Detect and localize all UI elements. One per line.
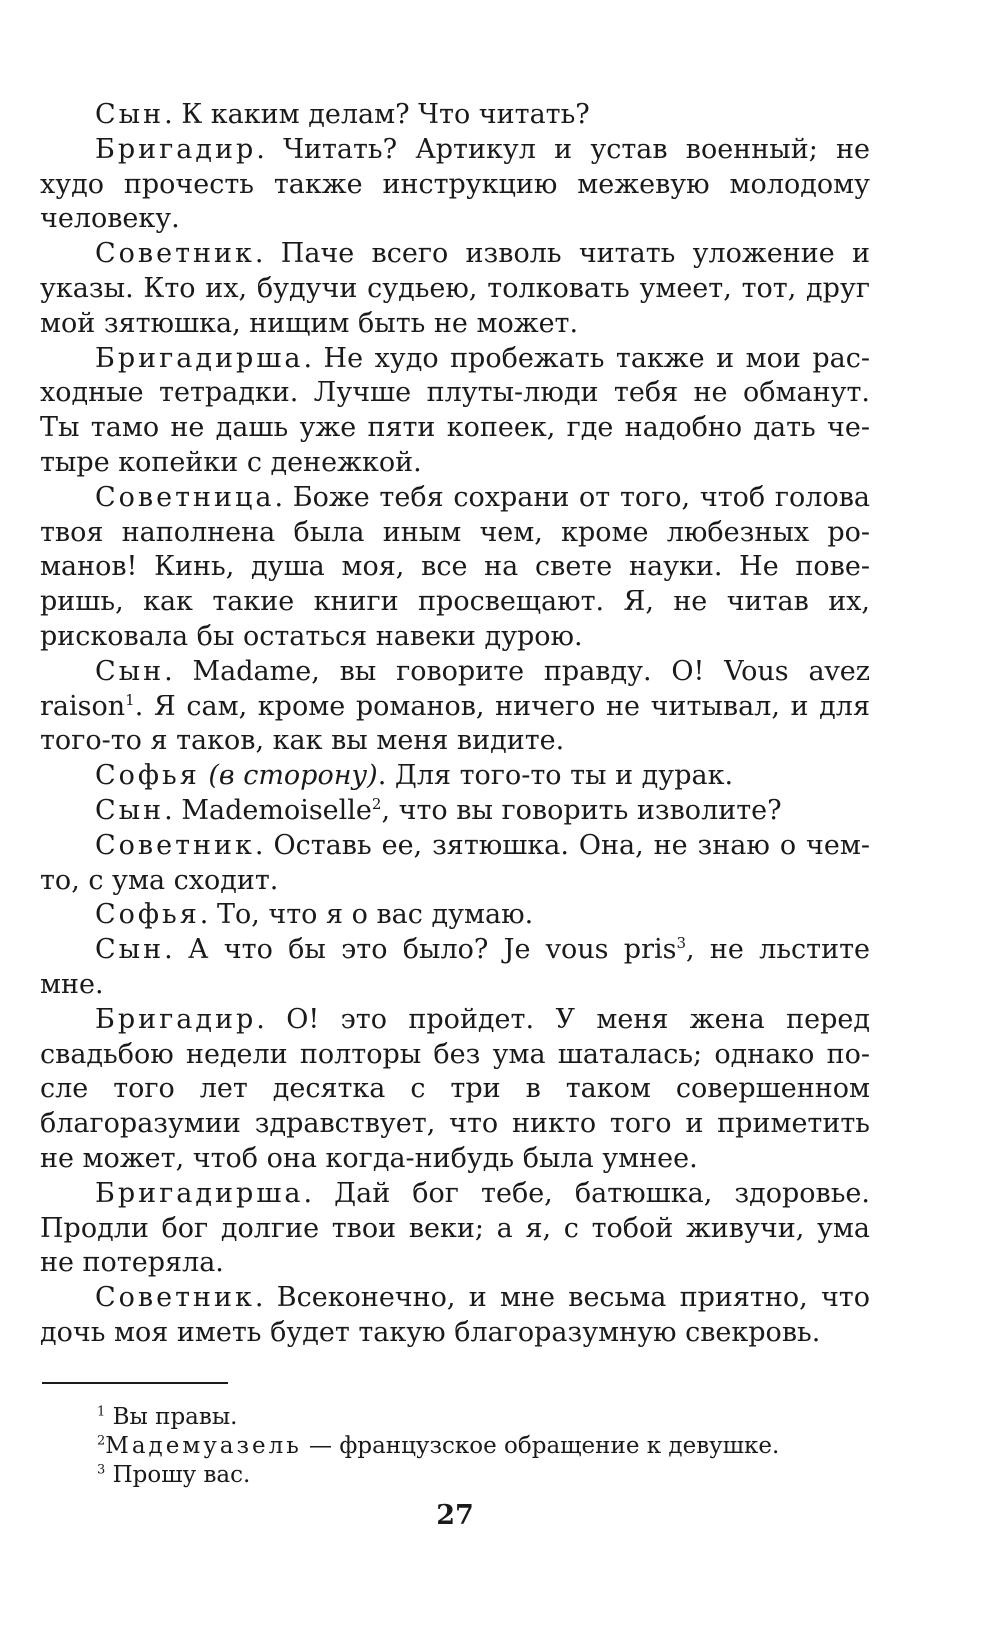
line-text: Боже тебя сохрани от того, чтоб голова твоя наполнена была иным чем, кроме любезных романов! Кинь, душа моя, все на свете науки. Не поверишь, как такие книги просвещают. Я, не читав их, рисковала бы остаться навеки дурою.	[40, 481, 870, 652]
line-text: Madame, вы говорите правду. О! Vous avez raison	[40, 655, 870, 722]
footnote-term: Мадемуазель	[105, 1433, 302, 1459]
dialogue-line: Советник. Паче всего изволь читать уложение и указы. Кто их, будучи судьею, толковать умеет, тот, друг мой зятюшка, нищим быть не может.	[40, 238, 870, 339]
speaker-name: Софья	[95, 899, 200, 931]
dialogue-line: Советница. Боже тебя сохрани от того, чтоб голова твоя наполнена была иным чем, кроме любезных романов! Кинь, душа моя, все на свете науки. Не поверишь, как такие книги просвещают. Я, не читав их, рисковала бы остаться навеки дурою.	[40, 481, 870, 652]
speaker-name: Сын	[95, 794, 165, 826]
speaker-name: Советник	[95, 238, 255, 270]
dialogue-line: Сын. Madame, вы говорите правду. О! Vous avez raison$^1$. Я сам, кроме романов, ничего не читывал, и для того-то я таков, как вы меня видите.	[40, 655, 870, 757]
footnote-divider	[42, 1382, 228, 1384]
line-text: Дай бог тебе, батюшка, здоровье. Продли бог долгие твои веки; а я, с тобой живучи, ума не потеряла.	[40, 1177, 870, 1279]
footnote-number: 2	[97, 1433, 106, 1449]
speaker-name: Сын	[95, 655, 165, 687]
dialogue-line: Советник. Оставь ее, зятюшка. Она, не знаю о чем-то, с ума сходит.	[40, 829, 870, 896]
dialogue-line	[40, 759, 870, 794]
line-text: , что вы говорить изволите?	[381, 794, 782, 826]
page-number: 27	[436, 1500, 474, 1531]
line-text: . Для того-то ты и дурак.	[377, 760, 734, 792]
line-text: Mademoiselle	[172, 794, 372, 826]
speaker-name: Бригадир	[95, 1003, 257, 1035]
footnotes	[97, 1403, 897, 1490]
dialogue-line: Сын. А что бы это было? Je vous pris$^3$, не льстите мне.	[40, 934, 871, 1000]
dialogue-line: Советник. Всеконечно, и мне весьма приятно, что дочь моя иметь будет такую благоразумную свекровь.	[40, 1282, 870, 1348]
dialogue-line: Бригадир. Читать? Артикул и устав военный; не худо прочесть также инструкцию межевую молодому человеку.	[40, 133, 870, 235]
line-text: Всеконечно, и мне весьма приятно, что дочь моя иметь будет такую благоразумную свекровь.	[40, 1282, 870, 1348]
footnote-number: 3	[97, 1462, 106, 1478]
footnote-text: Прошу вас.	[105, 1462, 251, 1488]
footnote	[97, 1461, 897, 1490]
speaker-name: Бригадирша	[95, 342, 304, 374]
footnote	[97, 1432, 897, 1461]
dialogue-line: Бригадирша. Не худо пробежать также и мои расходные тетрадки. Лучше плуты-люди тебя не обманут. Ты тамо не дашь уже пяти копеек, где надобно дать четыре копейки с денежкой.	[40, 342, 870, 478]
dialogue-line: Софья. То, что я о вас думаю.	[95, 899, 534, 931]
speaker-name: Советник	[95, 829, 255, 861]
line-text: . Я сам, кроме романов, ничего не читывал, и для того-то я таков, как вы меня видите.	[40, 690, 870, 757]
line-text: , не льстите мне.	[40, 934, 871, 1000]
footnote-ref: 1	[125, 690, 135, 709]
footnote-ref: 2	[371, 794, 382, 813]
footnote-ref: 3	[676, 934, 687, 953]
footnote	[97, 1403, 897, 1432]
line-text: Паче всего изволь читать уложение и указы. Кто их, будучи судьею, толковать умеет, тот, друг мой зятюшка, нищим быть не может.	[40, 238, 870, 339]
speaker-name: Сын	[95, 99, 165, 130]
line-text: Оставь ее, зятюшка. Она, не знаю о чем-то, с ума сходит.	[40, 829, 870, 896]
speaker-name: Бригадир	[95, 133, 257, 165]
footnote-number: 1	[97, 1404, 106, 1420]
main-text	[40, 98, 870, 1351]
line-text: Не худо пробежать также и мои расходные тетрадки. Лучше плуты-люди тебя не обманут. Ты тамо не дашь уже пяти копеек, где надобно дать четыре копейки с денежкой.	[40, 342, 870, 478]
dialogue-line: Бригадир. О! это пройдет. У меня жена перед свадьбою недели полторы без ума шаталась; однако после того лет десятка с три в таком совершенном благоразумии здравствует, что никто того и приметить не может, чтоб она когда-нибудь была умнее.	[40, 1003, 870, 1174]
speaker-name: Софья	[95, 760, 200, 792]
line-text: Читать? Артикул и устав военный; не худо прочесть также инструкцию межевую молодому человеку.	[40, 133, 870, 235]
dialogue-line: Бригадирша. Дай бог тебе, батюшка, здоровье. Продли бог долгие твои веки; а я, с тобой живучи, ума не потеряла.	[40, 1177, 870, 1279]
speaker-name: Бригадирша	[95, 1177, 304, 1209]
stage-remark: (в сторону)	[208, 760, 378, 792]
line-text: А что бы это было? Je vous pris	[172, 934, 677, 966]
footnote-text: — французское обращение к девушке.	[301, 1433, 780, 1459]
speaker-name: Советник	[95, 1282, 255, 1314]
speaker-name: Сын	[95, 934, 165, 966]
line-text: То, что я о вас думаю.	[208, 899, 534, 931]
speaker-name: Советница	[95, 481, 275, 513]
footnote-text: Вы правы.	[105, 1404, 238, 1430]
dialogue-line: Сын. Mademoiselle$^2$, что вы говорить изволите?	[95, 794, 782, 826]
line-text: О! это пройдет. У меня жена перед свадьбою недели полторы без ума шаталась; однако после того лет десятка с три в таком совершенном благоразумии здравствует, что никто того и приметить не может, чтоб она когда-нибудь была умнее.	[40, 1003, 870, 1174]
line-text: К каким делам? Что читать?	[172, 99, 590, 130]
dialogue-line: Сын. К каким делам? Что читать?	[95, 99, 590, 130]
